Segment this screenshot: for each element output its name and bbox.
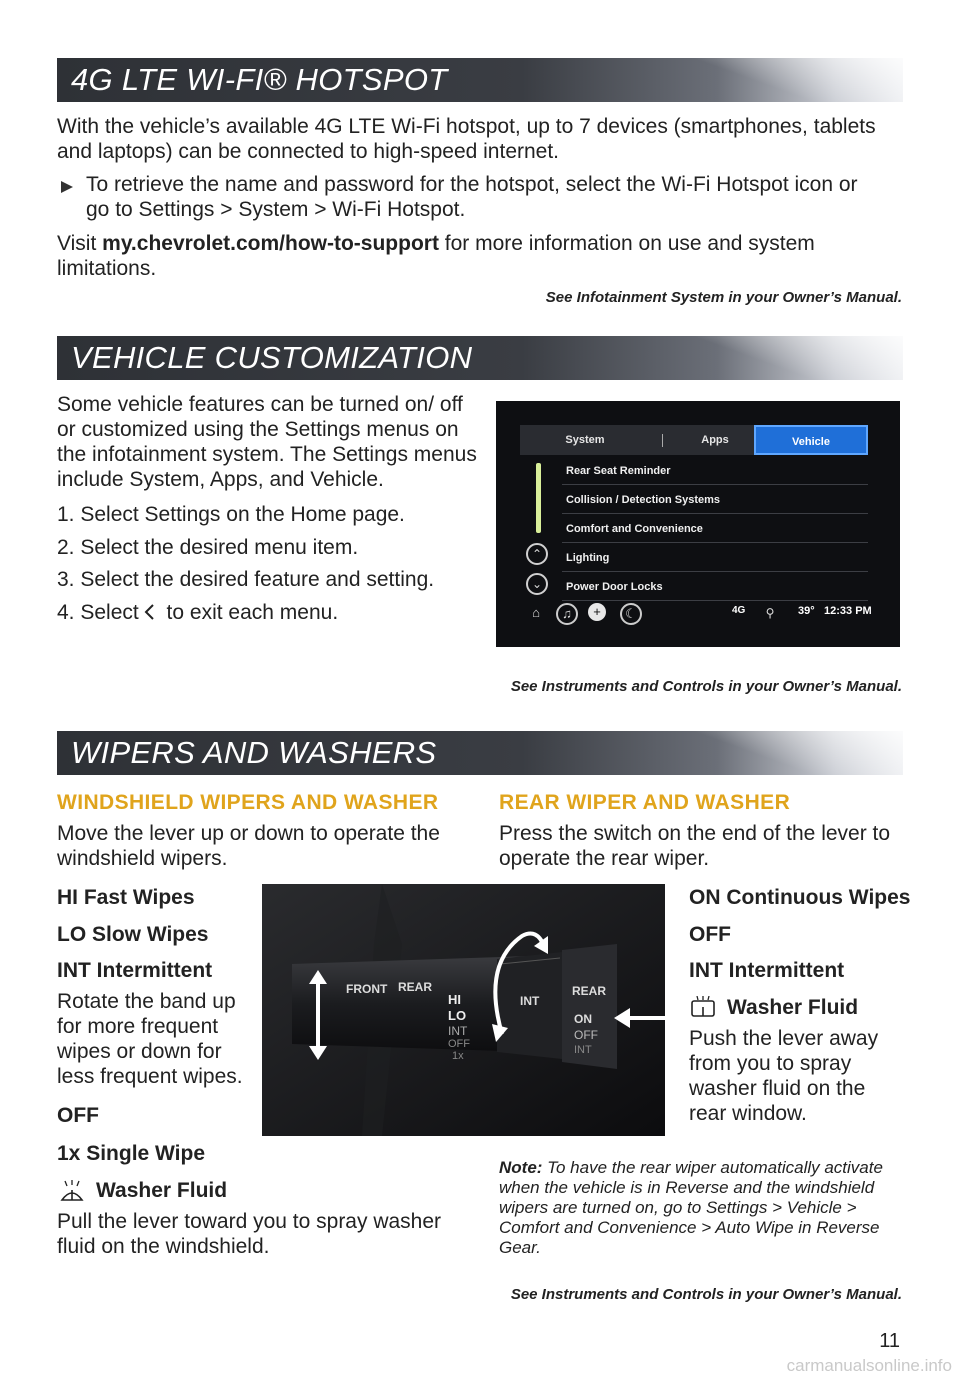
status-bar <box>516 599 880 629</box>
back-chevron-icon <box>139 602 161 620</box>
visit-pre: Visit <box>57 232 103 255</box>
clock-time: 12:33 PM <box>824 605 872 617</box>
section-title-wipers: WIPERS AND WASHERS <box>71 735 437 770</box>
label-front-washer: Washer Fluid <box>96 1179 228 1202</box>
menu-item-power-door-locks[interactable]: Power Door Locks <box>562 573 868 601</box>
section-title-hotspot: 4G LTE WI-FI® HOTSPOT <box>71 62 448 97</box>
lte-status: 4G <box>732 605 746 616</box>
rear-washer-desc: Push the lever away from you to spray washer fluid on the rear window. <box>689 1027 879 1125</box>
label-rear-int: INT Intermittent <box>689 959 845 982</box>
label-int: INT Intermittent <box>57 959 213 982</box>
rear-desc: Press the switch on the end of the lever to operate the rear wiper. <box>499 822 891 870</box>
lever-int-label: INT <box>448 1024 468 1038</box>
tab-system[interactable]: System <box>565 434 605 446</box>
tab-divider <box>662 434 663 447</box>
home-icon[interactable]: ⌂ <box>532 605 540 620</box>
customization-intro: Some vehicle features can be turned on/ off or customized using the Settings menus on the infotainment system. The Settings menus include System, Apps, and Vehicle. <box>57 393 477 491</box>
section-banner-customization <box>57 336 903 380</box>
windshield-heading: WINDSHIELD WIPERS AND WASHER <box>57 791 439 814</box>
wipers-manual-ref: See Instruments and Controls in your Owner’s Manual. <box>510 1286 902 1303</box>
front-washer-desc: Pull the lever toward you to spray washer fluid on the windshield. <box>57 1210 442 1258</box>
label-rear-off: OFF <box>689 923 731 946</box>
label-off: OFF <box>57 1104 99 1127</box>
step-4 <box>57 600 477 625</box>
menu-scrollbar[interactable] <box>536 463 541 533</box>
rear-heading: REAR WIPER AND WASHER <box>499 791 791 814</box>
label-rear-on: ON Continuous Wipes <box>689 886 911 909</box>
hotspot-bullet: To retrieve the name and password for the hotspot, select the Wi-Fi Hotspot icon or go to Settings > System > Wi-Fi Hotspot. <box>86 173 858 221</box>
scroll-down-icon[interactable]: ⌄ <box>526 573 548 595</box>
lever-hi-label: HI <box>448 992 461 1007</box>
customization-manual-ref: See Instruments and Controls in your Owner’s Manual. <box>510 678 902 695</box>
push-arrow-icon <box>614 1006 665 1030</box>
label-lo: LO Slow Wipes <box>57 923 209 946</box>
front-washer-icon <box>59 1180 85 1202</box>
visit-post: for more information on use and system limitations. <box>57 232 815 280</box>
menu-item-lighting[interactable]: Lighting <box>562 544 868 572</box>
lever-rear-label: REAR <box>398 980 433 994</box>
step-4-post: to exit each menu. <box>160 601 339 624</box>
lever-front-label: FRONT <box>346 982 388 996</box>
lever-cap-on-label: ON <box>574 1012 592 1026</box>
hotspot-visit <box>57 231 857 281</box>
add-icon[interactable]: + <box>588 603 606 621</box>
tab-apps[interactable]: Apps <box>701 434 729 446</box>
menu-item-comfort-convenience[interactable]: Comfort and Convenience <box>562 515 868 543</box>
note-label: Note: <box>499 1158 543 1177</box>
rear-wiper-note <box>499 1158 904 1258</box>
rear-washer-icon <box>690 996 716 1018</box>
section-banner-hotspot <box>57 58 903 102</box>
tab-vehicle[interactable]: Vehicle <box>754 425 868 455</box>
lever-band-int-label: INT <box>520 994 540 1008</box>
watermark: carmanualsonline.info <box>786 1356 952 1375</box>
lever-1x-label: 1x <box>452 1050 464 1062</box>
step-1: 1. Select Settings on the Home page. <box>57 503 405 526</box>
label-rear-washer: Washer Fluid <box>727 996 859 1019</box>
temperature: 39° <box>798 605 815 617</box>
menu-item-collision-detection[interactable]: Collision / Detection Systems <box>562 486 868 514</box>
location-pin-icon: ⚲ <box>765 606 775 620</box>
bullet-arrow-icon <box>60 180 74 194</box>
scroll-up-icon[interactable]: ⌃ <box>526 543 548 565</box>
lever-cap-int-label: INT <box>574 1044 592 1056</box>
hotspot-intro: With the vehicle’s available 4G LTE Wi-Fi hotspot, up to 7 devices (smartphones, tablets and laptops) can be connected to high-speed internet. <box>57 115 876 163</box>
lever-off-label: OFF <box>448 1038 470 1050</box>
rotate-band-arrow-icon <box>482 924 552 1044</box>
settings-tabs <box>520 425 868 455</box>
step-3: 3. Select the desired feature and setting. <box>57 568 435 591</box>
label-hi: HI Fast Wipes <box>57 886 195 909</box>
section-title-customization: VEHICLE CUSTOMIZATION <box>71 340 473 375</box>
lever-cap-rear-label: REAR <box>572 984 607 998</box>
wiper-lever-photo <box>262 884 665 1136</box>
label-single-wipe: 1x Single Wipe <box>57 1142 206 1165</box>
step-2: 2. Select the desired menu item. <box>57 536 359 559</box>
page-number: 11 <box>879 1330 900 1352</box>
menu-item-rear-seat-reminder[interactable]: Rear Seat Reminder <box>562 457 868 485</box>
hotspot-manual-ref: See Infotainment System in your Owner’s Manual. <box>545 289 902 306</box>
music-icon[interactable]: ♫ <box>556 603 578 625</box>
windshield-desc: Move the lever up or down to operate the windshield wipers. <box>57 822 440 870</box>
int-desc: Rotate the band up for more frequent wipes or down for less frequent wipes. <box>57 990 243 1088</box>
note-text: To have the rear wiper automatically activate when the vehicle is in Reverse and the windshield wipers are turned on, go to Settings > Vehicle > Comfort and Convenience > Auto Wipe in Reverse Gear. <box>499 1158 883 1257</box>
up-down-arrow-icon <box>307 970 329 1060</box>
lever-lo-label: LO <box>448 1008 467 1023</box>
support-link[interactable]: my.chevrolet.com/how-to-support <box>102 232 439 255</box>
section-banner-wipers <box>57 731 903 775</box>
night-mode-icon[interactable]: ☾ <box>620 603 642 625</box>
step-4-pre: 4. Select <box>57 601 139 624</box>
lever-cap-off-label: OFF <box>574 1028 598 1042</box>
infotainment-screen <box>496 401 900 647</box>
